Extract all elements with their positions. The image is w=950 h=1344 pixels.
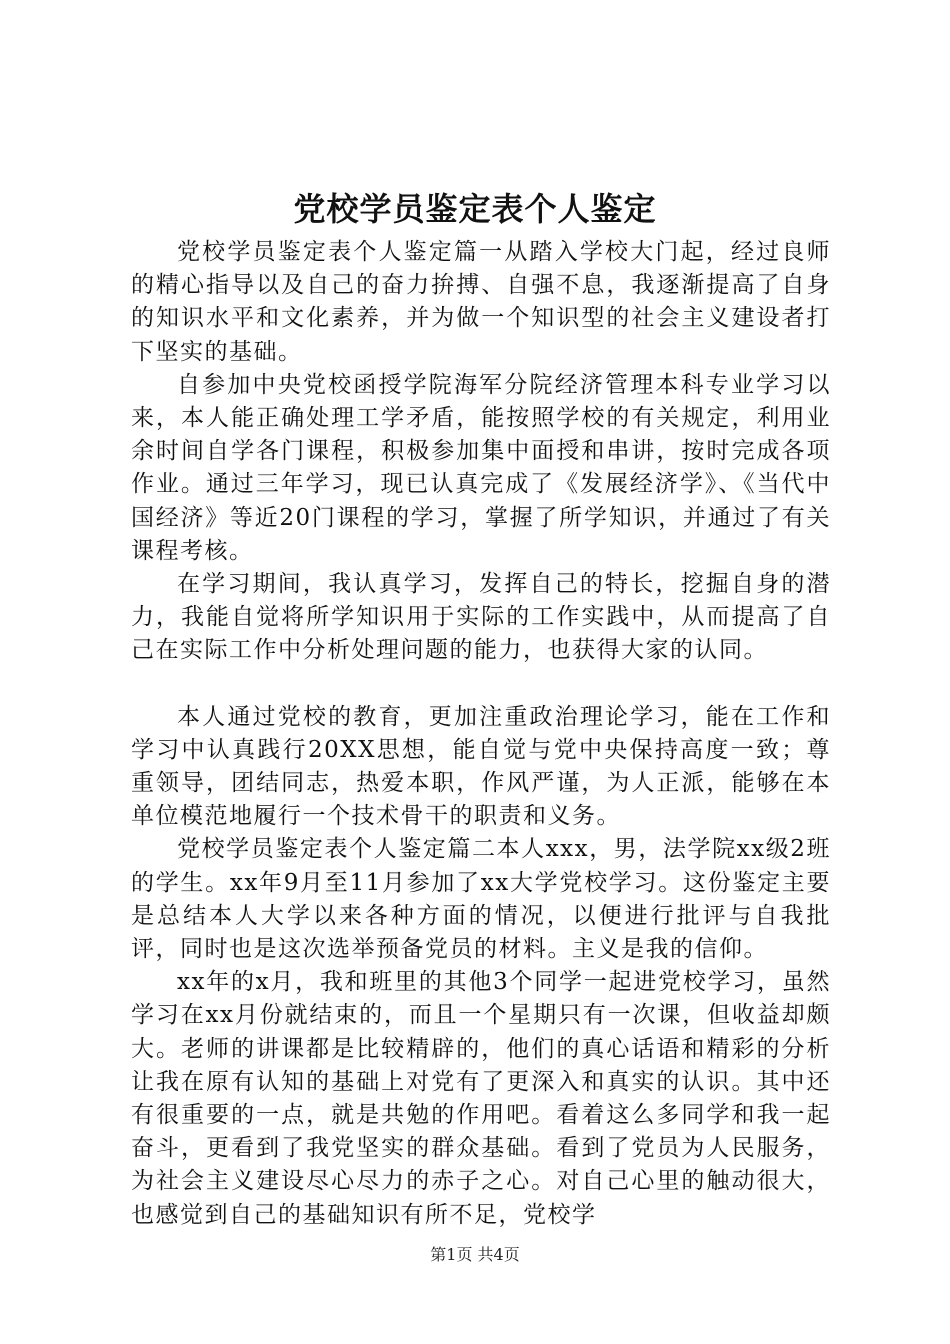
paragraph-4: 本人通过党校的教育，更加注重政治理论学习，能在工作和学习中认真践行20XX思想，能自觉与党中央保持高度一致；尊重领导，团结同志，热爱本职，作风严谨，为人正派，能够在本单位模范地履行一个技术骨干的职责和义务。 bbox=[131, 703, 831, 830]
paragraph-6: xx年的x月，我和班里的其他3个同学一起进党校学习，虽然学习在xx月份就结束的，而且一个星期只有一次课，但收益却颇大。老师的讲课都是比较精辟的，他们的真心话语和精彩的分析让我在原有认知的基础上对党有了更深入和真实的认识。其中还有很重要的一点，就是共勉的作用吧。看着这么多同学和我一起奋斗，更看到了我党坚实的群众基础。看到了党员为人民服务，为社会主义建设尽心尽力的赤子之心。对自己心里的触动很大，也感觉到自己的基础知识有所不足，党校学 bbox=[131, 969, 831, 1228]
paragraph-3: 在学习期间，我认真学习，发挥自己的特长，挖掘自身的潜力，我能自觉将所学知识用于实际的工作实践中，从而提高了自己在实际工作中分析处理问题的能力，也获得大家的认同。 bbox=[131, 571, 831, 664]
document-body bbox=[131, 236, 831, 1232]
page-number: 第1页 共4页 bbox=[430, 1245, 520, 1264]
paragraph-1: 党校学员鉴定表个人鉴定篇一从踏入学校大门起，经过良师的精心指导以及自己的奋力拚搏、自强不息，我逐渐提高了自身的知识水平和文化素养，并为做一个知识型的社会主义建设者打下坚实的基础。 bbox=[131, 239, 831, 365]
paragraph-2: 自参加中央党校函授学院海军分院经济管理本科专业学习以来，本人能正确处理工学矛盾，能按照学校的有关规定，利用业余时间自学各门课程，积极参加集中面授和串讲，按时完成各项作业。通过三年学习，现已认真完成了《发展经济学》、《当代中国经济》等近20门课程的学习，掌握了所学知识，并通过了有关课程考核。 bbox=[131, 371, 831, 564]
document-title: 党校学员鉴定表个人鉴定 bbox=[293, 190, 657, 228]
paragraph-5: 党校学员鉴定表个人鉴定篇二本人xxx，男，法学院xx级2班的学生。xx年9月至11月参加了xx大学党校学习。这份鉴定主要是总结本人大学以来各种方面的情况，以便进行批评与自我批评，同时也是这次选举预备党员的材料。主义是我的信仰。 bbox=[131, 836, 831, 963]
